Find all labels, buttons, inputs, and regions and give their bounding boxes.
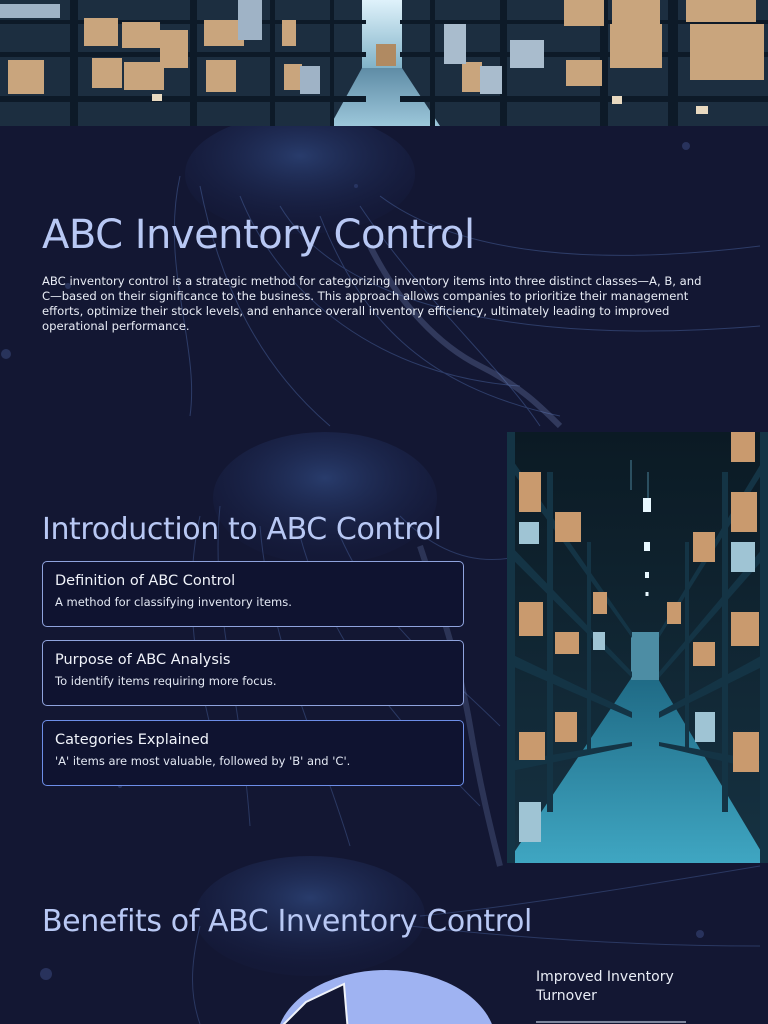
card-categories: [42, 720, 464, 786]
card-body: To identify items requiring more focus.: [55, 674, 277, 688]
warehouse-aisle-image: [507, 432, 768, 863]
card-body: A method for classifying inventory items.: [55, 595, 292, 609]
warehouse-aisles-photo: [0, 0, 768, 126]
section-title-introduction: Introduction to ABC Control: [42, 512, 442, 547]
benefit-description-cutoff: [536, 1016, 696, 1024]
page-title: ABC Inventory Control: [42, 212, 475, 258]
benefits-pie-chart: [262, 962, 512, 1024]
card-body: 'A' items are most valuable, followed by 'B' and 'C'.: [55, 754, 351, 768]
benefit-label: Improved Inventory Turnover: [536, 969, 674, 1004]
hero-warehouse-image: [0, 0, 768, 126]
card-definition: [42, 561, 464, 627]
card-title: Categories Explained: [55, 732, 209, 748]
card-purpose: [42, 640, 464, 706]
warehouse-aisle-photo: [507, 432, 768, 863]
section-title-benefits: Benefits of ABC Inventory Control: [42, 904, 532, 939]
card-title: Definition of ABC Control: [55, 573, 236, 589]
intro-description: ABC inventory control is a strategic method for categorizing inventory items into three distinct classes—A, B, and C—based on their significance to the business. This approach allows companies to prioritize their management efforts, optimize their stock levels, and enhance overall inventory efficiency, ultimately leading to improved operational performance.: [42, 274, 702, 333]
card-title: Purpose of ABC Analysis: [55, 652, 231, 668]
